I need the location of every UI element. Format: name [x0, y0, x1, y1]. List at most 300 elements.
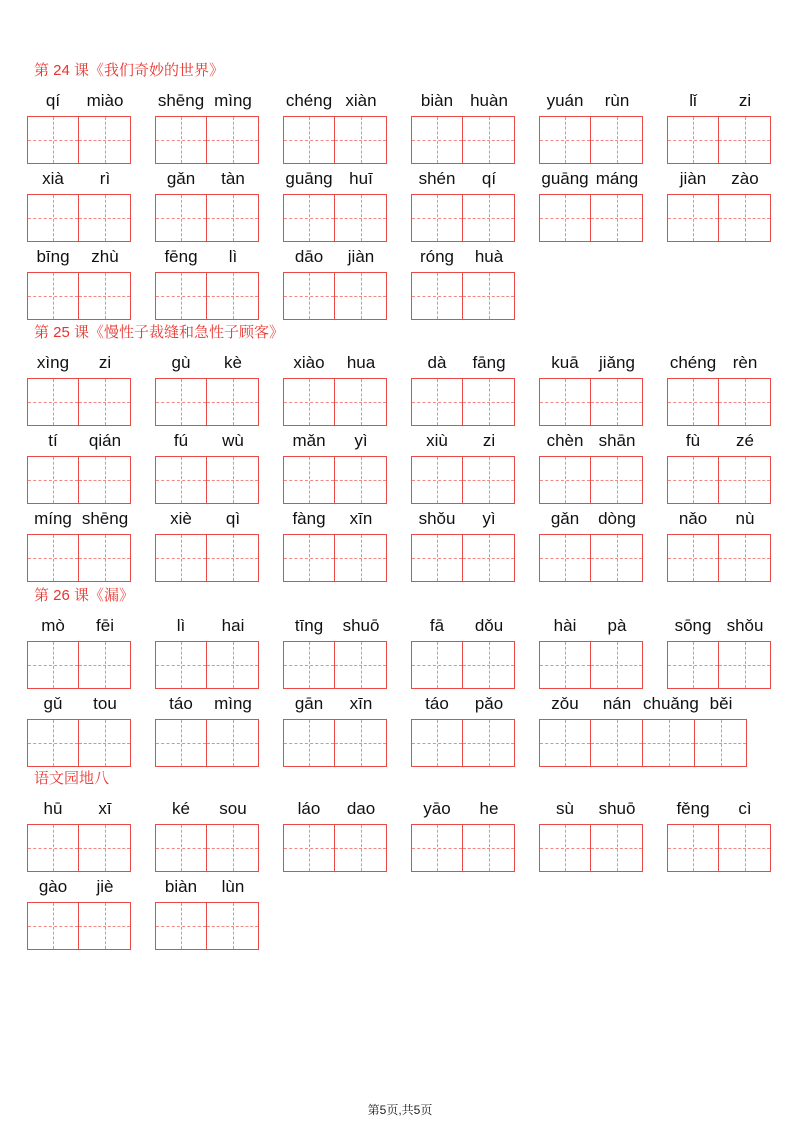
- pinyin-syllable: táo: [169, 694, 193, 713]
- pinyin-syllable: zi: [482, 431, 496, 450]
- word-practice-item: [155, 246, 259, 320]
- grid-guide-vertical: [693, 642, 694, 688]
- pinyin-syllable: chèn: [546, 431, 584, 450]
- tianzige-writing-box: [539, 194, 591, 242]
- word-practice-item: [667, 798, 771, 872]
- pinyin-syllable: mìng: [214, 694, 252, 713]
- tianzige-writing-box: [283, 116, 335, 164]
- tianzige-writing-box: [719, 641, 771, 689]
- grid-guide-vertical: [361, 117, 362, 163]
- word-practice-item: [27, 168, 131, 242]
- section-title: 语文园地八: [34, 770, 110, 787]
- pinyin-syllable: huàn: [470, 91, 508, 110]
- grid-guide-vertical: [309, 379, 310, 425]
- word-practice-item: [411, 430, 515, 504]
- pinyin-syllable: lì: [176, 616, 186, 635]
- grid-guide-vertical: [565, 720, 566, 766]
- tianzige-writing-box: [411, 719, 463, 767]
- pinyin-syllable: rèn: [732, 353, 758, 372]
- pinyin-syllable: zi: [738, 91, 752, 110]
- word-practice-item: [667, 168, 771, 242]
- pinyin-line: [283, 168, 387, 190]
- pinyin-line: [411, 693, 515, 715]
- tianzige-writing-box: [155, 194, 207, 242]
- tianzige-writing-box: [283, 272, 335, 320]
- pinyin-syllable: qián: [88, 431, 122, 450]
- tianzige-writing-box: [79, 194, 131, 242]
- grid-guide-vertical: [105, 903, 106, 949]
- section-title: 第 26 课《漏》: [34, 587, 135, 604]
- pinyin-syllable: fā: [429, 616, 445, 635]
- grid-guide-vertical: [181, 535, 182, 581]
- tianzige-writing-box: [643, 719, 695, 767]
- section-title: 第 25 课《慢性子裁缝和急性子顾客》: [34, 324, 285, 341]
- tianzige-writing-box: [207, 116, 259, 164]
- pinyin-line: [155, 615, 259, 637]
- word-practice-item: [27, 798, 131, 872]
- pinyin-line: [411, 430, 515, 452]
- grid-guide-vertical: [745, 535, 746, 581]
- tianzige-writing-box: [463, 719, 515, 767]
- tianzige-writing-box: [27, 534, 79, 582]
- grid-guide-vertical: [617, 642, 618, 688]
- word-practice-item: [283, 430, 387, 504]
- pinyin-line: [539, 693, 747, 715]
- pinyin-syllable: yuán: [546, 91, 584, 110]
- tianzige-writing-box: [27, 378, 79, 426]
- grid-guide-vertical: [437, 825, 438, 871]
- tianzige-writing-box: [155, 116, 207, 164]
- tianzige-writing-box: [719, 116, 771, 164]
- grid-guide-vertical: [309, 720, 310, 766]
- pinyin-syllable: róng: [419, 247, 455, 266]
- grid-guide-vertical: [309, 273, 310, 319]
- word-practice-item: [667, 430, 771, 504]
- pinyin-syllable: gān: [294, 694, 324, 713]
- pinyin-syllable: yāo: [423, 799, 451, 818]
- word-practice-item: [155, 615, 259, 689]
- tianzige-writing-box: [283, 378, 335, 426]
- pinyin-syllable: tí: [48, 431, 58, 450]
- pinyin-line: [283, 693, 387, 715]
- word-practice-item: [27, 693, 131, 767]
- grid-guide-vertical: [693, 117, 694, 163]
- word-practice-item: [539, 352, 643, 426]
- grid-guide-vertical: [105, 195, 106, 241]
- pinyin-syllable: fù: [685, 431, 701, 450]
- grid-guide-vertical: [437, 457, 438, 503]
- grid-guide-vertical: [53, 117, 54, 163]
- grid-guide-vertical: [233, 720, 234, 766]
- pinyin-syllable: jiàn: [347, 247, 375, 266]
- word-practice-item: [539, 693, 747, 767]
- word-practice-item: [27, 352, 131, 426]
- grid-guide-vertical: [309, 535, 310, 581]
- pinyin-line: [283, 798, 387, 820]
- grid-guide-vertical: [105, 117, 106, 163]
- word-practice-item: [539, 90, 643, 164]
- pinyin-syllable: fàng: [292, 509, 326, 528]
- pinyin-syllable: xiè: [170, 509, 192, 528]
- tianzige-writing-box: [411, 378, 463, 426]
- grid-guide-vertical: [233, 457, 234, 503]
- pinyin-syllable: pǎo: [474, 694, 504, 713]
- pinyin-line: [411, 90, 515, 112]
- tianzige-writing-box: [591, 534, 643, 582]
- grid-guide-vertical: [181, 903, 182, 949]
- pinyin-syllable: qí: [481, 169, 497, 188]
- pinyin-syllable: shén: [418, 169, 456, 188]
- tianzige-writing-box: [335, 116, 387, 164]
- word-practice-item: [27, 508, 131, 582]
- grid-guide-vertical: [565, 117, 566, 163]
- pinyin-line: [155, 508, 259, 530]
- grid-guide-vertical: [181, 379, 182, 425]
- tianzige-writing-box: [155, 534, 207, 582]
- pinyin-line: [411, 246, 515, 268]
- pinyin-line: [667, 168, 771, 190]
- tianzige-writing-box: [463, 456, 515, 504]
- word-practice-item: [283, 246, 387, 320]
- grid-guide-vertical: [745, 379, 746, 425]
- tianzige-writing-box: [411, 116, 463, 164]
- pinyin-syllable: gǔ: [43, 694, 63, 713]
- pinyin-syllable: gào: [38, 877, 68, 896]
- tianzige-writing-box: [719, 194, 771, 242]
- pinyin-syllable: shēng: [81, 509, 129, 528]
- pinyin-syllable: shuō: [598, 799, 636, 818]
- pinyin-line: [283, 615, 387, 637]
- pinyin-line: [667, 508, 771, 530]
- word-practice-item: [667, 615, 771, 689]
- grid-guide-vertical: [489, 720, 490, 766]
- section-title: 第 24 课《我们奇妙的世界》: [34, 62, 225, 79]
- pinyin-syllable: hai: [221, 616, 245, 635]
- word-practice-item: [155, 508, 259, 582]
- pinyin-syllable: tīng: [294, 616, 324, 635]
- grid-guide-vertical: [437, 195, 438, 241]
- tianzige-writing-box: [79, 272, 131, 320]
- pinyin-line: [27, 876, 131, 898]
- grid-guide-vertical: [565, 642, 566, 688]
- tianzige-writing-box: [27, 902, 79, 950]
- pinyin-syllable: xià: [42, 169, 64, 188]
- pinyin-syllable: jiǎng: [599, 353, 635, 372]
- grid-guide-vertical: [489, 273, 490, 319]
- pinyin-line: [667, 90, 771, 112]
- word-practice-item: [27, 246, 131, 320]
- grid-guide-vertical: [745, 825, 746, 871]
- grid-guide-vertical: [437, 273, 438, 319]
- word-practice-item: [539, 430, 643, 504]
- tianzige-writing-box: [27, 719, 79, 767]
- tianzige-writing-box: [411, 456, 463, 504]
- pinyin-syllable: nán: [602, 694, 632, 713]
- tianzige-writing-box: [411, 272, 463, 320]
- word-practice-item: [27, 90, 131, 164]
- tianzige-writing-box: [463, 116, 515, 164]
- pinyin-syllable: táo: [425, 694, 449, 713]
- pinyin-line: [27, 508, 131, 530]
- grid-guide-vertical: [105, 642, 106, 688]
- pinyin-syllable: sù: [556, 799, 574, 818]
- pinyin-line: [155, 168, 259, 190]
- pinyin-syllable: biàn: [164, 877, 198, 896]
- grid-guide-vertical: [617, 457, 618, 503]
- pinyin-syllable: xiào: [293, 353, 325, 372]
- pinyin-line: [411, 798, 515, 820]
- tianzige-writing-box: [207, 902, 259, 950]
- pinyin-syllable: nù: [735, 509, 755, 528]
- pinyin-syllable: huà: [474, 247, 504, 266]
- grid-guide-vertical: [309, 825, 310, 871]
- word-practice-item: [27, 430, 131, 504]
- pinyin-syllable: wù: [222, 431, 244, 450]
- grid-guide-vertical: [489, 195, 490, 241]
- grid-guide-vertical: [489, 457, 490, 503]
- pinyin-syllable: xiù: [426, 431, 448, 450]
- grid-guide-vertical: [693, 379, 694, 425]
- tianzige-writing-box: [155, 641, 207, 689]
- pinyin-line: [27, 615, 131, 637]
- word-practice-item: [539, 508, 643, 582]
- pinyin-syllable: tou: [93, 694, 117, 713]
- grid-guide-vertical: [181, 642, 182, 688]
- tianzige-writing-box: [79, 456, 131, 504]
- pinyin-syllable: mìng: [214, 91, 252, 110]
- tianzige-writing-box: [463, 194, 515, 242]
- grid-guide-vertical: [181, 825, 182, 871]
- tianzige-writing-box: [411, 824, 463, 872]
- grid-guide-vertical: [721, 720, 722, 766]
- tianzige-writing-box: [539, 116, 591, 164]
- grid-guide-vertical: [105, 379, 106, 425]
- pinyin-syllable: lǐ: [689, 91, 697, 110]
- grid-guide-vertical: [745, 642, 746, 688]
- tianzige-writing-box: [79, 902, 131, 950]
- tianzige-writing-box: [667, 378, 719, 426]
- pinyin-syllable: hua: [346, 353, 376, 372]
- word-practice-item: [411, 352, 515, 426]
- pinyin-syllable: lùn: [221, 877, 245, 896]
- grid-guide-vertical: [489, 825, 490, 871]
- word-practice-item: [539, 168, 643, 242]
- grid-guide-vertical: [437, 535, 438, 581]
- pinyin-syllable: shān: [598, 431, 636, 450]
- pinyin-syllable: shēng: [157, 91, 205, 110]
- grid-guide-vertical: [489, 379, 490, 425]
- tianzige-writing-box: [27, 824, 79, 872]
- grid-guide-vertical: [437, 117, 438, 163]
- word-practice-item: [283, 168, 387, 242]
- grid-guide-vertical: [53, 273, 54, 319]
- tianzige-writing-box: [539, 456, 591, 504]
- pinyin-line: [667, 798, 771, 820]
- pinyin-syllable: fēng: [164, 247, 198, 266]
- tianzige-writing-box: [283, 194, 335, 242]
- pinyin-syllable: fēi: [96, 616, 114, 635]
- pinyin-line: [155, 90, 259, 112]
- grid-guide-vertical: [53, 720, 54, 766]
- tianzige-writing-box: [283, 719, 335, 767]
- word-practice-item: [411, 508, 515, 582]
- tianzige-writing-box: [539, 719, 591, 767]
- word-practice-item: [155, 168, 259, 242]
- word-practice-item: [283, 615, 387, 689]
- grid-guide-vertical: [617, 117, 618, 163]
- pinyin-syllable: gù: [171, 353, 191, 372]
- pinyin-line: [283, 430, 387, 452]
- grid-guide-vertical: [693, 457, 694, 503]
- pinyin-syllable: hài: [553, 616, 577, 635]
- word-practice-item: [667, 90, 771, 164]
- tianzige-writing-box: [667, 194, 719, 242]
- pinyin-syllable: shǒu: [726, 616, 764, 635]
- tianzige-writing-box: [411, 641, 463, 689]
- grid-guide-vertical: [361, 642, 362, 688]
- tianzige-writing-box: [207, 272, 259, 320]
- pinyin-syllable: sou: [219, 799, 247, 818]
- tianzige-writing-box: [207, 641, 259, 689]
- grid-guide-vertical: [233, 117, 234, 163]
- pinyin-syllable: dāo: [294, 247, 324, 266]
- tianzige-writing-box: [591, 378, 643, 426]
- tianzige-writing-box: [155, 902, 207, 950]
- pinyin-line: [27, 693, 131, 715]
- word-practice-item: [283, 508, 387, 582]
- tianzige-writing-box: [335, 272, 387, 320]
- tianzige-writing-box: [667, 824, 719, 872]
- tianzige-writing-box: [719, 456, 771, 504]
- pinyin-syllable: xiàn: [345, 91, 377, 110]
- pinyin-syllable: zǒu: [551, 694, 579, 713]
- tianzige-writing-box: [539, 641, 591, 689]
- tianzige-writing-box: [719, 378, 771, 426]
- pinyin-syllable: míng: [34, 509, 72, 528]
- pinyin-syllable: xīn: [349, 694, 373, 713]
- grid-guide-vertical: [105, 273, 106, 319]
- grid-guide-vertical: [617, 379, 618, 425]
- grid-guide-vertical: [565, 535, 566, 581]
- tianzige-writing-box: [335, 641, 387, 689]
- grid-guide-vertical: [309, 117, 310, 163]
- pinyin-syllable: máng: [595, 169, 639, 188]
- pinyin-line: [27, 430, 131, 452]
- grid-guide-vertical: [233, 825, 234, 871]
- tianzige-writing-box: [335, 719, 387, 767]
- pinyin-line: [539, 798, 643, 820]
- word-practice-item: [667, 508, 771, 582]
- grid-guide-vertical: [489, 642, 490, 688]
- pinyin-line: [667, 430, 771, 452]
- pinyin-line: [155, 693, 259, 715]
- grid-guide-vertical: [181, 273, 182, 319]
- grid-guide-vertical: [361, 195, 362, 241]
- tianzige-writing-box: [79, 378, 131, 426]
- pinyin-line: [539, 508, 643, 530]
- tianzige-writing-box: [591, 116, 643, 164]
- tianzige-writing-box: [155, 272, 207, 320]
- tianzige-writing-box: [463, 534, 515, 582]
- word-practice-item: [411, 615, 515, 689]
- pinyin-syllable: zào: [731, 169, 759, 188]
- pinyin-syllable: dòng: [598, 509, 636, 528]
- pinyin-syllable: zi: [98, 353, 112, 372]
- tianzige-writing-box: [335, 534, 387, 582]
- pinyin-syllable: shǒu: [418, 509, 456, 528]
- grid-guide-vertical: [53, 457, 54, 503]
- pinyin-syllable: guāng: [541, 169, 589, 188]
- tianzige-writing-box: [27, 194, 79, 242]
- grid-guide-vertical: [745, 117, 746, 163]
- word-practice-item: [155, 876, 259, 950]
- pinyin-line: [155, 246, 259, 268]
- grid-guide-vertical: [617, 535, 618, 581]
- grid-guide-vertical: [565, 825, 566, 871]
- grid-guide-vertical: [53, 825, 54, 871]
- grid-guide-vertical: [437, 379, 438, 425]
- tianzige-writing-box: [207, 378, 259, 426]
- pinyin-syllable: ké: [172, 799, 190, 818]
- grid-guide-vertical: [181, 195, 182, 241]
- grid-guide-vertical: [437, 720, 438, 766]
- word-practice-item: [155, 693, 259, 767]
- pinyin-syllable: gǎn: [550, 509, 580, 528]
- grid-guide-vertical: [565, 457, 566, 503]
- word-practice-item: [155, 430, 259, 504]
- grid-guide-vertical: [745, 195, 746, 241]
- grid-guide-vertical: [53, 379, 54, 425]
- word-practice-item: [411, 693, 515, 767]
- tianzige-writing-box: [27, 641, 79, 689]
- pinyin-syllable: hū: [43, 799, 63, 818]
- pinyin-syllable: fěng: [676, 799, 710, 818]
- tianzige-writing-box: [283, 534, 335, 582]
- grid-guide-vertical: [489, 117, 490, 163]
- pinyin-syllable: dao: [346, 799, 376, 818]
- pinyin-line: [411, 168, 515, 190]
- grid-guide-vertical: [181, 117, 182, 163]
- pinyin-syllable: tàn: [221, 169, 245, 188]
- tianzige-writing-box: [667, 116, 719, 164]
- tianzige-writing-box: [335, 824, 387, 872]
- grid-guide-vertical: [105, 457, 106, 503]
- pinyin-syllable: cì: [738, 799, 752, 818]
- grid-guide-vertical: [669, 720, 670, 766]
- tianzige-writing-box: [667, 456, 719, 504]
- tianzige-writing-box: [207, 824, 259, 872]
- pinyin-syllable: qí: [45, 91, 61, 110]
- tianzige-writing-box: [539, 378, 591, 426]
- grid-guide-vertical: [693, 195, 694, 241]
- word-practice-item: [283, 693, 387, 767]
- grid-guide-vertical: [309, 642, 310, 688]
- word-practice-item: [27, 876, 131, 950]
- tianzige-writing-box: [335, 456, 387, 504]
- tianzige-writing-box: [719, 824, 771, 872]
- pinyin-line: [283, 246, 387, 268]
- pinyin-syllable: he: [479, 799, 499, 818]
- pinyin-line: [27, 246, 131, 268]
- tianzige-writing-box: [79, 719, 131, 767]
- tianzige-writing-box: [283, 641, 335, 689]
- grid-guide-vertical: [233, 903, 234, 949]
- pinyin-line: [411, 615, 515, 637]
- tianzige-writing-box: [539, 534, 591, 582]
- grid-guide-vertical: [53, 535, 54, 581]
- word-practice-item: [283, 798, 387, 872]
- pinyin-line: [283, 90, 387, 112]
